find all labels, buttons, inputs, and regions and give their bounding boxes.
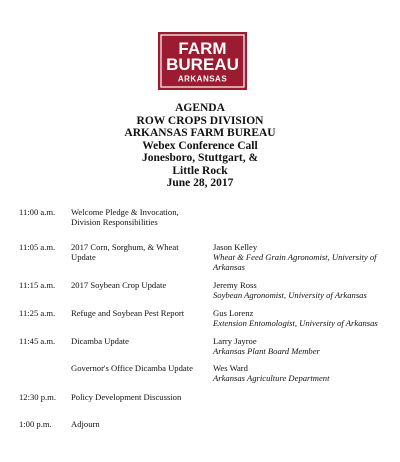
header-locations-cont: Little Rock [172,164,228,177]
speaker-affiliation: Extension Entomologist, University of Arkansas [213,318,378,328]
header-meeting-type: Webex Conference Call [142,139,258,152]
header-locations: Jonesboro, Stuttgart, & [141,152,259,164]
speaker-affiliation: Arkansas Agriculture Department [213,373,330,383]
agenda-item [71,280,207,290]
speaker-affiliation: Arkansas [213,262,245,272]
agenda-time: 1:00 p.m. [19,419,52,429]
agenda-item [71,242,207,262]
agenda-item-line: Division Responsibilities [71,217,158,227]
agenda-item-line: 2017 Soybean Crop Update [71,280,167,290]
agenda-item-line: Policy Development Discussion [71,392,182,402]
agenda-speaker [213,308,393,328]
agenda-item-line: Welcome Pledge & Invocation, [71,207,179,217]
agenda-item [71,363,207,373]
header-division: ROW CROPS DIVISION [136,114,264,127]
speaker-name: Jeremy Ross [213,280,257,290]
speaker-name: Larry Jayroe [213,336,257,346]
agenda-item-line: Adjourn [71,419,100,429]
agenda-time: 11:45 a.m. [19,336,56,346]
agenda-speaker [213,363,393,383]
speaker-name: Gus Lorenz [213,308,254,318]
speaker-name: Jason Kelley [213,242,258,252]
agenda-item-line: Dicamba Update [71,336,129,346]
farm-bureau-logo [158,32,247,90]
logo-line-1: FARM [178,39,227,58]
agenda-item [71,207,207,227]
header-organization: ARKANSAS FARM BUREAU [124,127,276,139]
speaker-affiliation: Arkansas Plant Board Member [213,346,320,356]
agenda-speaker [213,242,393,272]
speaker-affiliation: Wheat & Feed Grain Agronomist, University of [213,252,377,262]
logo-line-3: ARKANSAS [177,74,228,84]
agenda-item [71,336,207,346]
agenda-item-line: Refuge and Soybean Pest Report [71,308,185,318]
agenda-item [71,308,207,318]
agenda-item-line: Update [71,252,96,262]
agenda-speaker [213,336,393,356]
agenda-item-line: Governor's Office Dicamba Update [71,363,193,373]
speaker-affiliation: Soybean Agronomist, University of Arkansas [213,290,367,300]
speaker-name: Wes Ward [213,363,248,373]
agenda-speaker [213,280,393,300]
agenda-item [71,419,207,429]
agenda-time: 11:15 a.m. [19,280,56,290]
logo-line-2: BUREAU [166,55,239,74]
agenda-time: 12:30 p.m. [19,392,57,402]
header-date: June 28, 2017 [166,177,234,189]
agenda-item [71,392,207,402]
agenda-header [0,102,400,190]
agenda-time: 11:00 a.m. [19,207,56,217]
agenda-time: 11:25 a.m. [19,308,56,318]
header-title: AGENDA [175,102,225,114]
agenda-item-line: 2017 Corn, Sorghum, & Wheat [71,242,179,252]
agenda-time: 11:05 a.m. [19,242,56,252]
